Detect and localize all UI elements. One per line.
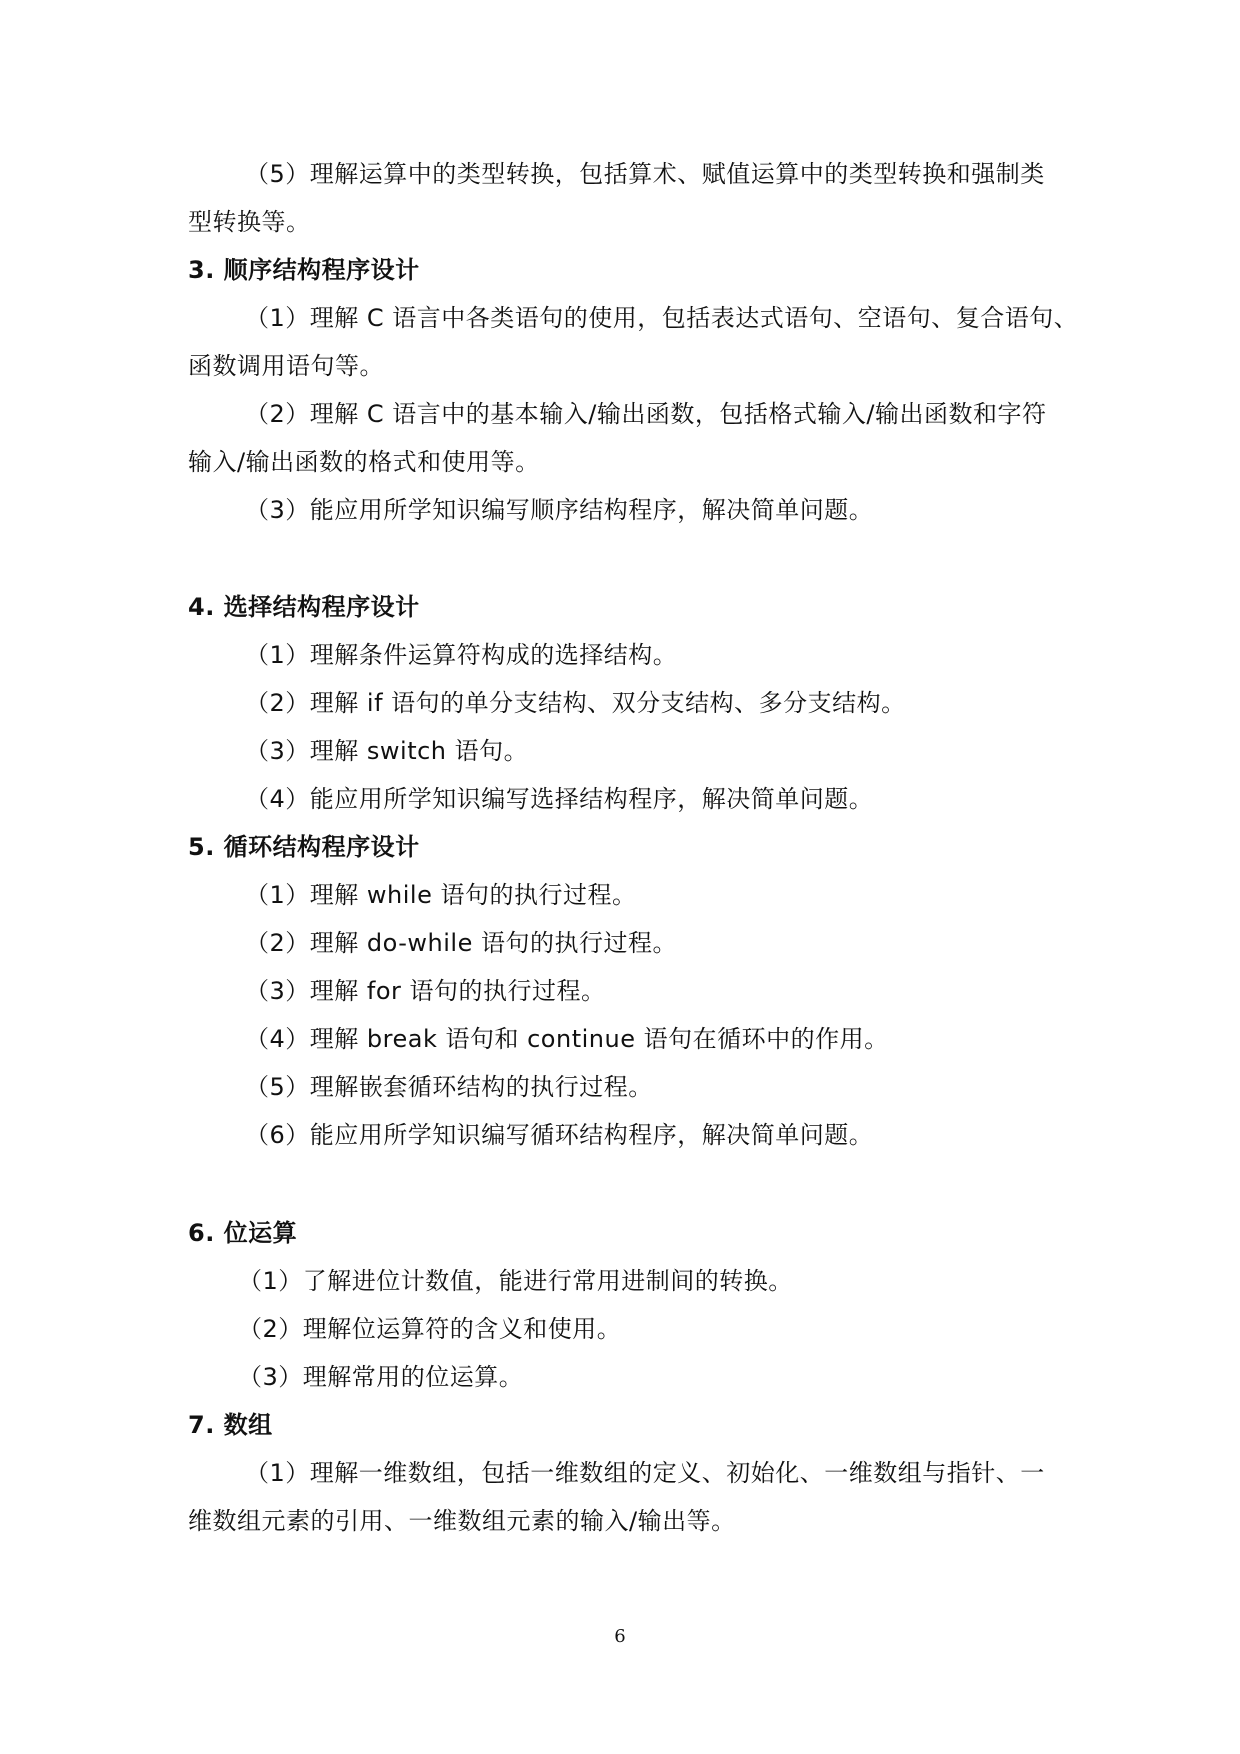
- list-item: （1）了解进位计数值，能进行常用进制间的转换。: [238, 1267, 793, 1295]
- section-heading-5: 5. 循环结构程序设计: [188, 833, 420, 861]
- page-number: 6: [614, 1626, 626, 1647]
- paragraph-line: 输入/输出函数的格式和使用等。: [188, 448, 540, 476]
- list-item: （6）能应用所学知识编写循环结构程序，解决简单问题。: [245, 1121, 874, 1149]
- list-item: （1）理解条件运算符构成的选择结构。: [245, 641, 678, 669]
- list-item: （4）能应用所学知识编写选择结构程序，解决简单问题。: [245, 785, 874, 813]
- paragraph-line: 维数组元素的引用、一维数组元素的输入/输出等。: [188, 1507, 736, 1535]
- paragraph-line: （3）能应用所学知识编写顺序结构程序，解决简单问题。: [245, 496, 874, 524]
- paragraph-line: （1）理解一维数组，包括一维数组的定义、初始化、一维数组与指针、一: [245, 1459, 1045, 1487]
- paragraph-line: （2）理解 C 语言中的基本输入/输出函数，包括格式输入/输出函数和字符: [245, 400, 1047, 428]
- section-heading-4: 4. 选择结构程序设计: [188, 593, 420, 621]
- list-item: （5）理解嵌套循环结构的执行过程。: [245, 1073, 653, 1101]
- list-item: （3）理解 for 语句的执行过程。: [245, 977, 606, 1005]
- list-item: （3）理解 switch 语句。: [245, 737, 529, 765]
- paragraph-line: 型转换等。: [188, 208, 311, 236]
- list-item: （2）理解位运算符的含义和使用。: [238, 1315, 622, 1343]
- paragraph-line: 函数调用语句等。: [188, 352, 384, 380]
- section-heading-3: 3. 顺序结构程序设计: [188, 256, 420, 284]
- list-item: （4）理解 break 语句和 continue 语句在循环中的作用。: [245, 1025, 889, 1053]
- list-item: （2）理解 if 语句的单分支结构、双分支结构、多分支结构。: [245, 689, 906, 717]
- section-heading-6: 6. 位运算: [188, 1219, 298, 1247]
- list-item: （2）理解 do-while 语句的执行过程。: [245, 929, 677, 957]
- paragraph-line: （1）理解 C 语言中各类语句的使用，包括表达式语句、空语句、复合语句、: [245, 304, 1079, 332]
- list-item: （1）理解 while 语句的执行过程。: [245, 881, 637, 909]
- section-heading-7: 7. 数组: [188, 1411, 273, 1439]
- list-item: （3）理解常用的位运算。: [238, 1363, 524, 1391]
- paragraph-line: （5）理解运算中的类型转换，包括算术、赋值运算中的类型转换和强制类: [245, 160, 1045, 188]
